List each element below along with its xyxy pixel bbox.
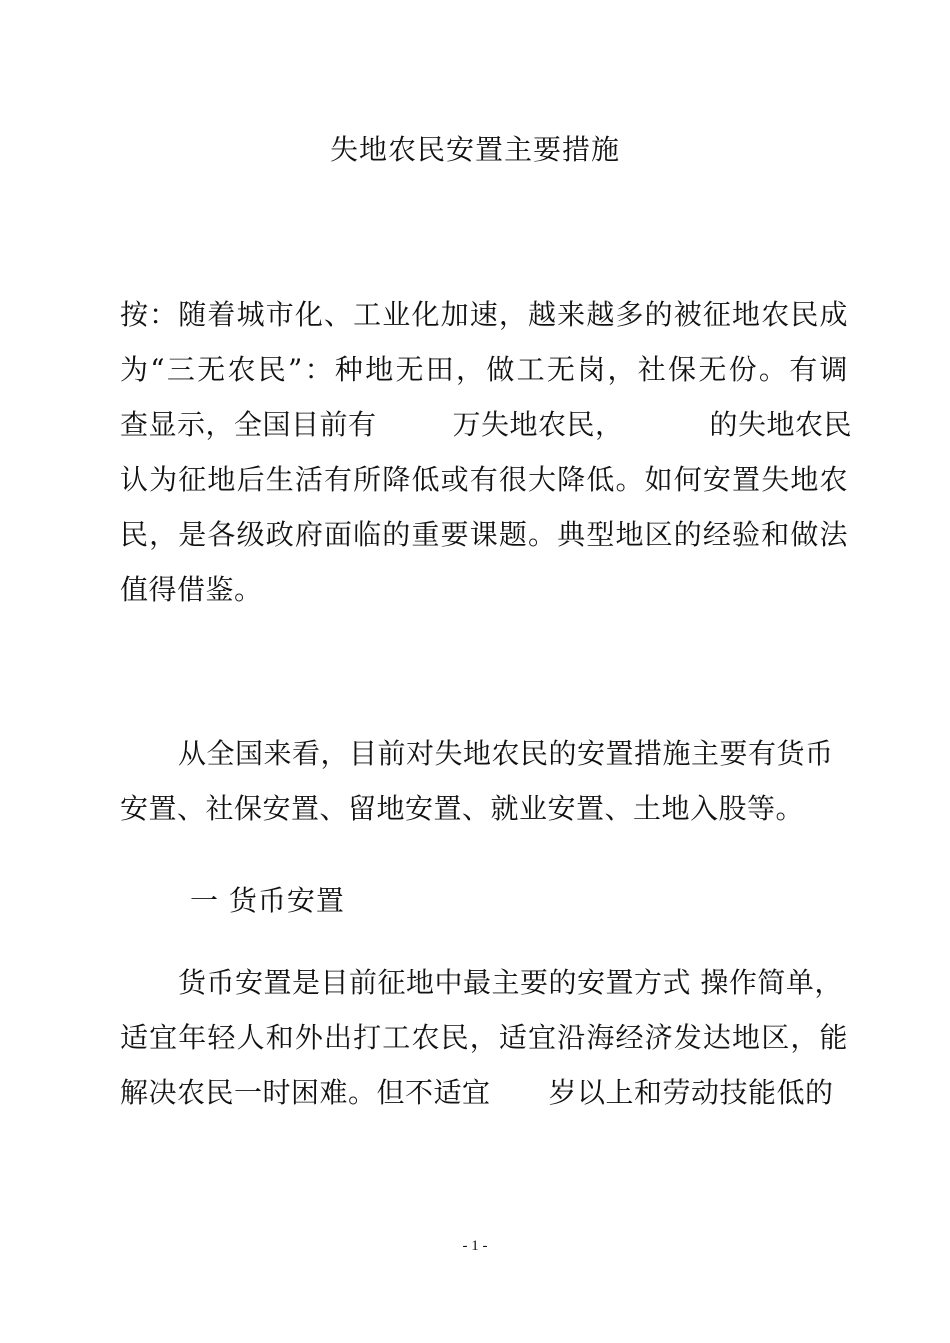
document-title: 失地农民安置主要措施: [329, 133, 620, 166]
money-line-3: [120, 1069, 848, 1117]
section-heading: 一 货币安置: [190, 884, 345, 917]
intro-line-5: 民，是各级政府面临的重要课题。典型地区的经验和做法: [120, 518, 848, 551]
page-number: - 1 -: [462, 1238, 488, 1254]
money-line-3-part-b: 岁以上和劳动技能低的: [548, 1076, 834, 1109]
intro-line-3-part-a: 查显示，全国目前有: [120, 408, 377, 441]
intro-line-3-part-b: 万失地农民，: [452, 408, 624, 441]
money-line-1: 货币安置是目前征地中最主要的安置方式 操作简单，: [178, 966, 843, 999]
intro-line-3: [120, 401, 853, 449]
intro-line-3-part-c: 的失地农民: [709, 408, 853, 441]
intro-line-4: 认为征地后生活有所降低或有很大降低。如何安置失地农: [120, 463, 848, 496]
overview-line-2: 安置、社保安置、留地安置、就业安置、土地入股等。: [120, 792, 805, 825]
overview-line-1: 从全国来看，目前对失地农民的安置措施主要有货币: [178, 737, 834, 770]
intro-line-1: 按：随着城市化、工业化加速，越来越多的被征地农民成: [120, 298, 848, 331]
intro-line-6: 值得借鉴。: [120, 573, 263, 606]
money-line-3-part-a: 解决农民一时困难。但不适宜: [120, 1076, 491, 1109]
intro-line-2: 为“三无农民”：种地无田，做工无岗，社保无份。有调: [120, 353, 848, 386]
money-line-2: 适宜年轻人和外出打工农民，适宜沿海经济发达地区，能: [120, 1021, 848, 1054]
